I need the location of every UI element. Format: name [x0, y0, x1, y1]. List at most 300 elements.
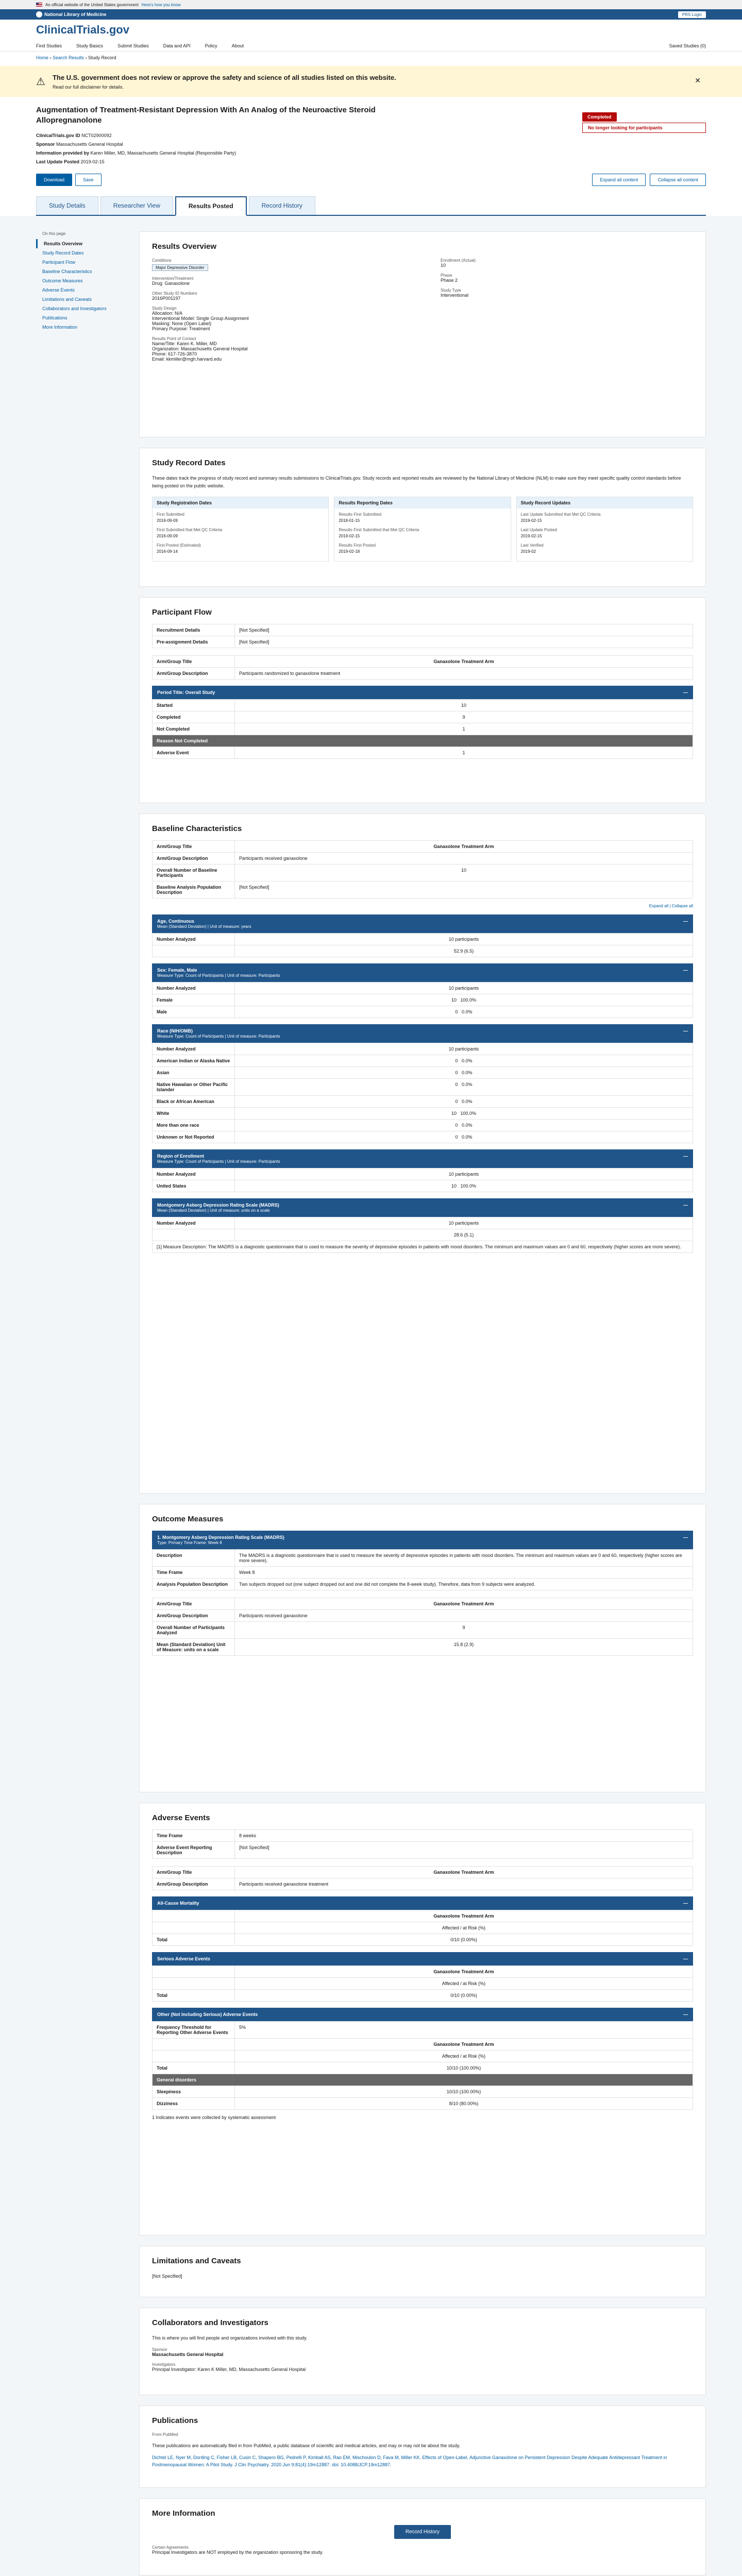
baseline-overall-label: Overall Number of Baseline Participants — [153, 865, 235, 882]
baseline-analysis: [Not Specified] — [235, 882, 693, 899]
date-value: 2019-02-15 — [339, 534, 360, 539]
age-table — [152, 933, 693, 957]
gov-banner-text: An official website of the United States government — [45, 2, 139, 7]
collab-title: Collaborators and Investigators — [152, 2318, 268, 2328]
race-value: 10 — [451, 1111, 457, 1116]
adverse-events — [139, 1803, 706, 2235]
flow-period-title: Period Title: Overall Study — [157, 690, 215, 696]
model: Interventional Model: Single Group Assignment — [152, 316, 249, 321]
ct-id: NCT02900092 — [81, 133, 112, 138]
race-pct: 0.0% — [462, 1123, 473, 1128]
flow-arm-desc: Participants randomized to ganaxolone treatment — [235, 668, 693, 680]
study-meta — [36, 131, 706, 166]
collapse-icon: — — [683, 1956, 688, 1962]
outcome-desc: The MADRS is a diagnostic questionnaire that is used to measure the severity of depressive episodes in patients with mood disorders. The minimum and maximum values are 0 and 60, respectively (higher scores are more severe). — [235, 1550, 693, 1567]
date-label: Last Verified — [520, 543, 544, 548]
status-sub: No longer looking for participants — [582, 123, 706, 133]
collab-desc: This is where you will find people and organizations involved with this study. — [152, 2335, 308, 2341]
tab-record-history[interactable]: Record History — [249, 196, 315, 215]
race-title: Race (NIH/OMB) — [157, 1028, 193, 1034]
madrs-section[interactable] — [152, 1198, 693, 1217]
outcome-table — [152, 1549, 693, 1590]
outcome-pop: Two subjects dropped out (one subject dropped out and one did not complete the 8-week study). Therefore, data from 9 subjects were analyzed. — [235, 1579, 693, 1590]
baseline-expand-toggle[interactable]: Expand all | Collapse all — [649, 904, 693, 909]
results-overview — [139, 231, 706, 437]
notice-title: The U.S. government does not review or approve the safety and science of all studies listed on this website. — [52, 73, 396, 81]
race-label: More than one race — [153, 1120, 235, 1131]
site-header — [0, 20, 742, 40]
flow-title: Participant Flow — [152, 608, 212, 617]
publications — [139, 2405, 706, 2488]
date-value: 2016-09-09 — [157, 518, 178, 523]
race-pct: 0.0% — [462, 1058, 473, 1064]
flow-started: 10 — [235, 700, 693, 711]
agree-text: Principal Investigators are NOT employed by the organization sponsoring the study. — [152, 2550, 324, 2555]
madrs-analyzed-label: Number Analyzed — [153, 1217, 235, 1229]
intervention: Drug: Ganaxolone — [152, 281, 190, 286]
oae-head: Ganaxolone Treatment Arm — [235, 2039, 693, 2050]
adverse-arm-desc-label: Arm/Group Description — [153, 1878, 235, 1890]
pubs-title: Publications — [152, 2416, 198, 2426]
flow-counts — [152, 699, 693, 759]
adverse-desc: [Not Specified] — [235, 1842, 693, 1859]
mortality-section[interactable] — [152, 1896, 693, 1910]
sex-title: Sex: Female, Male — [157, 968, 197, 973]
started-label: Started — [153, 700, 235, 711]
race-table — [152, 1043, 693, 1143]
other-ids-label: Other Study ID Numbers — [152, 291, 197, 296]
sex-table — [152, 982, 693, 1018]
race-label: Native Hawaiian or Other Pacific Islander — [153, 1079, 235, 1096]
nav-items — [36, 43, 244, 48]
outcome-title: Outcome Measures — [152, 1515, 224, 1524]
sidebar — [36, 231, 129, 2576]
intervention-label: Intervention/Treatment — [152, 276, 194, 281]
sponsor: Massachusetts General Hospital — [56, 142, 123, 147]
date-value: 2019-02 — [520, 549, 536, 554]
sae-total: 0/10 (0.00%) — [235, 1990, 693, 2002]
nav-item[interactable]: Find Studies — [36, 43, 62, 48]
baseline-arm-desc-label: Arm/Group Description — [153, 853, 235, 865]
flow-arm-table — [152, 655, 693, 680]
sidebar-label: On this page — [42, 231, 66, 236]
age-title: Age, Continuous — [157, 919, 194, 924]
sae-head: Ganaxolone Treatment Arm — [235, 1966, 693, 1978]
oae-threshold: 5% — [235, 2022, 693, 2039]
outcome-mean-label: Mean (Standard Deviation) Unit of Measure: units on a scale — [153, 1639, 235, 1656]
poc-name: Name/Title: Karen K. Miller, MD — [152, 341, 217, 347]
race-label: Black or African American — [153, 1096, 235, 1108]
race-sub: Measure Type: Count of Participants | Unit of measure: Participants — [157, 1034, 280, 1039]
date-label: Results First Posted — [339, 543, 376, 548]
completed-label: Completed — [153, 711, 235, 723]
dates-title: Study Record Dates — [152, 459, 226, 468]
participant-flow — [139, 597, 706, 803]
outcome-measure-title: 1. Montgomery Asberg Depression Rating Scale (MADRS) — [157, 1535, 284, 1540]
nav-item[interactable]: Policy — [205, 43, 217, 48]
flow-preassign: [Not Specified] — [235, 636, 693, 648]
date-value: 2019-02-15 — [520, 518, 542, 523]
madrs-title: Montgomery Asberg Depression Rating Scale (MADRS) — [157, 1202, 279, 1208]
limits-text: [Not Specified] — [152, 2274, 182, 2279]
madrs-analyzed: 10 participants — [235, 1217, 693, 1229]
adverse-desc-label: Adverse Event Reporting Description — [153, 1842, 235, 1859]
oae-threshold-label: Frequency Threshold for Reporting Other Adverse Events — [153, 2022, 235, 2039]
collab-inv-label: Investigators — [152, 2362, 176, 2367]
age-analyzed-label: Number Analyzed — [153, 934, 235, 945]
region-title: Region of Enrollment — [157, 1154, 204, 1159]
adverse-info-table — [152, 1829, 693, 1859]
female-value: 10 — [451, 997, 457, 1003]
collapse-icon: — — [683, 919, 688, 924]
race-pct: 0.0% — [462, 1070, 473, 1076]
race-value: 0 — [455, 1099, 458, 1105]
phase: Phase 2 — [441, 278, 458, 283]
date-value: 2019-02-18 — [339, 549, 360, 554]
outcome-desc-label: Description — [153, 1550, 235, 1567]
sidebar-item[interactable]: More Information — [42, 325, 78, 330]
sidebar-item[interactable]: Adverse Events — [42, 287, 75, 293]
breadcrumb-search[interactable]: Search Results — [53, 55, 85, 60]
race-value: 0 — [455, 1082, 458, 1088]
tabs — [36, 196, 706, 216]
overview-title: Results Overview — [152, 242, 217, 251]
oae-table — [152, 2021, 693, 2110]
sae-table — [152, 1965, 693, 2002]
record-history-button[interactable]: Record History — [394, 2525, 451, 2539]
nav-item[interactable]: Study Basics — [76, 43, 104, 48]
flow-period[interactable] — [152, 686, 693, 699]
adverse-frame: 8 weeks — [235, 1830, 693, 1842]
close-icon[interactable]: ✕ — [695, 76, 701, 84]
last-update-label: Last Update Posted — [36, 159, 80, 165]
region-section[interactable] — [152, 1149, 693, 1168]
age-section[interactable] — [152, 914, 693, 933]
nlm-logo[interactable] — [36, 11, 107, 18]
study-record-dates — [139, 448, 706, 587]
race-section[interactable] — [152, 1024, 693, 1043]
status-box — [582, 112, 706, 133]
baseline-arm-desc: Participants received ganaxolone — [235, 853, 693, 865]
expand-all-button[interactable]: Expand all content — [592, 174, 646, 186]
flow-arm-title: Ganaxolone Treatment Arm — [235, 656, 693, 668]
region-value: 10 — [451, 1183, 457, 1189]
oae-total: 10/10 (100.00%) — [235, 2062, 693, 2074]
baseline-characteristics — [139, 814, 706, 1494]
nav-item[interactable]: About — [231, 43, 244, 48]
nav-item[interactable]: Submit Studies — [117, 43, 149, 48]
date-label: Last Update Posted — [520, 528, 557, 533]
date-value: 2018-01-15 — [339, 518, 360, 523]
tab-researcher-view[interactable]: Researcher View — [100, 196, 173, 215]
collab-inv: Principal Investigator: Karen K Miller, MD, Massachusetts General Hospital — [152, 2366, 306, 2372]
nav-item[interactable]: Data and API — [163, 43, 191, 48]
race-label: White — [153, 1108, 235, 1120]
race-pct: 0.0% — [462, 1082, 473, 1088]
dates-col2-head: Results Reporting Dates — [334, 497, 510, 509]
adverse-arm-table — [152, 1866, 693, 1890]
sidebar-item[interactable]: Outcome Measures — [42, 278, 83, 284]
collapse-icon: — — [683, 1154, 688, 1159]
age-value: 52.9 (6.5) — [235, 945, 693, 957]
sae-section[interactable] — [152, 1952, 693, 1965]
mortality-title: All-Cause Mortality — [157, 1901, 199, 1906]
baseline-arm-label: Arm/Group Title — [153, 841, 235, 853]
race-pct: 100.0% — [460, 1111, 477, 1116]
outcome-arm-label: Arm/Group Title — [153, 1598, 235, 1610]
madrs-desc: [1] Measure Description: The MADRS is a diagnostic questionnaire that is used to measure the severity of depressive episodes in patients with mood disorders. The minimum and maximum values are 0 and 60, respectively (higher scores are more severe). — [153, 1241, 693, 1253]
mortality-sub: Affected / at Risk (%) — [235, 1922, 693, 1934]
baseline-arm-table — [152, 840, 693, 899]
outcome-overall-label: Overall Number of Participants Analyzed — [153, 1622, 235, 1639]
other-ids: 2016P001197 — [152, 296, 181, 301]
tab-study-details[interactable]: Study Details — [36, 196, 98, 215]
flow-completed: 9 — [235, 711, 693, 723]
nlm-logo-text: National Library of Medicine — [44, 12, 107, 17]
sae-total-label: Total — [153, 1990, 235, 2002]
region-sub: Measure Type: Count of Participants | Unit of measure: Participants — [157, 1159, 280, 1164]
outcome-section[interactable] — [152, 1531, 693, 1549]
flow-preassign-label: Pre-assignment Details — [153, 636, 235, 648]
region-row: United States — [153, 1180, 235, 1192]
sex-analyzed-label: Number Analyzed — [153, 982, 235, 994]
condition-chip[interactable]: Major Depressive Disorder — [152, 264, 208, 271]
arm-group-desc-label: Arm/Group Description — [153, 668, 235, 680]
save-button[interactable]: Save — [75, 174, 102, 186]
mortality-head: Ganaxolone Treatment Arm — [235, 1910, 693, 1922]
outcome-measures — [139, 1504, 706, 1792]
flow-details-table — [152, 624, 693, 648]
date-label: First Submitted that Met QC Criteria — [157, 528, 223, 533]
outcome-pop-label: Analysis Population Description — [153, 1579, 235, 1590]
outcome-arm-title: Ganaxolone Treatment Arm — [235, 1598, 693, 1610]
conditions-label: Conditions — [152, 258, 172, 263]
baseline-analysis-label: Baseline Analysis Population Description — [153, 882, 235, 899]
collapse-all-button[interactable]: Collapse all content — [650, 174, 706, 186]
age-sub: Mean (Standard Deviation) | Unit of measure: years — [157, 924, 251, 929]
flow-reason-val: 1 — [235, 747, 693, 759]
outcome-mean: 15.8 (2.9) — [235, 1639, 693, 1656]
madrs-table — [152, 1217, 693, 1253]
outcome-overall: 9 — [235, 1622, 693, 1639]
baseline-title: Baseline Characteristics — [152, 824, 242, 834]
race-value: 0 — [455, 1058, 458, 1064]
poc-org: Organization: Massachusetts General Hospital — [152, 346, 248, 352]
dates-desc: These dates track the progress of study record and summary results submissions to ClinicalTrials.gov. Study records and reported results are reviewed by the National Library of Medicine (NLM) to make sure they meet specific quality control standards before being posted on the public website. — [152, 476, 681, 488]
flow-recruit-label: Recruitment Details — [153, 624, 235, 636]
status-badge: Completed — [582, 112, 617, 122]
arm-group-title-label: Arm/Group Title — [153, 656, 235, 668]
gov-banner — [0, 0, 742, 9]
flow-recruit: [Not Specified] — [235, 624, 693, 636]
sidebar-item[interactable]: Collaborators and Investigators — [42, 306, 107, 312]
adverse-arm-title: Ganaxolone Treatment Arm — [235, 1867, 693, 1878]
collapse-icon: — — [683, 690, 688, 696]
not-completed-label: Not Completed — [153, 723, 235, 735]
oae-group: General disorders — [153, 2074, 693, 2086]
tab-results-posted[interactable]: Results Posted — [175, 196, 247, 216]
date-value: 2016-09-14 — [157, 549, 178, 554]
agree-label: Certain Agreements — [152, 2545, 189, 2550]
site-logo[interactable]: ClinicalTrials.gov — [36, 23, 129, 36]
pubs-citation[interactable]: Dichtel LE, Nyer M, Dording C, Fisher LB, Cusin C, Shapero BG, Pedrelli P, Kimball AS, Rao EM, Mischoulon D, Fava M, Miller KK. Effects of Open-Label, Adjunctive Ganaxolone on Persistent Depression Despite Adequate Antidepressant Treatment in Postmenopausal Women: A Pilot Study. J Clin Psychiatry. 2020 Jun 9;81(4):19m12887. doi: 10.4088/JCP.19m12887. — [152, 2454, 667, 2468]
madrs-sub: Mean (Standard Deviation) | Unit of measure: units on a scale — [157, 1208, 270, 1213]
flow-reason-row: Adverse Event — [153, 747, 235, 759]
study-type: Interventional — [441, 293, 469, 298]
sae-title: Serious Adverse Events — [157, 1956, 210, 1962]
enrollment: 10 — [441, 263, 446, 268]
sponsor-label: Sponsor — [36, 142, 55, 147]
collapse-icon: — — [683, 1202, 688, 1208]
race-label: Unknown or Not Reported — [153, 1131, 235, 1143]
sidebar-item[interactable]: Study Record Dates — [42, 250, 84, 256]
poc-label: Results Point of Contact — [152, 336, 196, 342]
region-table — [152, 1168, 693, 1192]
us-flag-icon — [36, 3, 42, 7]
age-analyzed: 10 participants — [235, 934, 693, 945]
last-update: 2019-02-15 — [80, 159, 105, 165]
breadcrumb-current: Study Record — [88, 55, 116, 60]
oae-title: Other (Not Including Serious) Adverse Events — [157, 2012, 258, 2018]
sidebar-item[interactable]: Publications — [42, 315, 68, 321]
info-provider: Karen Miller, MD, Massachusetts General Hospital (Responsible Party) — [90, 150, 237, 156]
saved-studies-link[interactable]: Saved Studies (0) — [669, 43, 706, 48]
pubs-from: From PubMed — [152, 2432, 178, 2437]
collaborators — [139, 2308, 706, 2395]
adverse-title: Adverse Events — [152, 1814, 210, 1823]
study-title: Augmentation of Treatment-Resistant Depression With An Analog of the Neuroactive Steroid Allopregnanolone — [36, 106, 376, 125]
info-label: Information provided by — [36, 150, 90, 156]
poc-phone: Phone: 617-726-3870 — [152, 351, 197, 357]
date-label: Results First Submitted — [339, 512, 382, 517]
collapse-icon: — — [683, 1901, 688, 1906]
sex-section[interactable] — [152, 963, 693, 982]
allocation: Allocation: N/A — [152, 311, 183, 316]
more-title: More Information — [152, 2509, 215, 2518]
region-analyzed-label: Number Analyzed — [153, 1168, 235, 1180]
sidebar-item[interactable]: Baseline Characteristics — [42, 269, 92, 275]
nlm-bar — [0, 9, 742, 20]
poc-email[interactable]: Email: kkmiller@mgh.harvard.edu — [152, 357, 222, 362]
female-label: Female — [153, 994, 235, 1006]
adverse-arm-label: Arm/Group Title — [153, 1867, 235, 1878]
adverse-frame-label: Time Frame — [153, 1830, 235, 1842]
mortality-total-label: Total — [153, 1934, 235, 1946]
adverse-arm-desc: Participants received ganaxolone treatment — [235, 1878, 693, 1890]
breadcrumb: Home › Search Results › Study Record — [36, 55, 116, 60]
dates-col3-head: Study Record Updates — [517, 497, 693, 509]
sex-sub: Measure Type: Count of Participants | Unit of measure: Participants — [157, 973, 280, 978]
flow-reason: Reason Not Completed — [153, 735, 693, 747]
design-label: Study Design — [152, 306, 177, 311]
region-analyzed: 10 participants — [235, 1168, 693, 1180]
mortality-total: 0/10 (0.00%) — [235, 1934, 693, 1946]
breadcrumb-home[interactable]: Home — [36, 55, 49, 60]
oae-row-value: 10/10 (100.00%) — [235, 2086, 693, 2098]
mortality-table — [152, 1910, 693, 1946]
race-label: Asian — [153, 1067, 235, 1079]
baseline-arm-title: Ganaxolone Treatment Arm — [235, 841, 693, 853]
male-pct: 0.0% — [462, 1009, 473, 1015]
prs-login-button[interactable]: PRS Login — [678, 11, 706, 18]
sidebar-item[interactable]: Participant Flow — [42, 260, 76, 265]
date-label: Results First Submitted that Met QC Criteria — [339, 528, 419, 533]
flow-not-completed: 1 — [235, 723, 693, 735]
main-content — [0, 216, 742, 2576]
oae-row-value: 8/10 (80.00%) — [235, 2098, 693, 2110]
sae-sub: Affected / at Risk (%) — [235, 1978, 693, 1990]
race-label: American Indian or Alaska Native — [153, 1055, 235, 1067]
limitations — [139, 2246, 706, 2297]
oae-total-label: Total — [153, 2062, 235, 2074]
race-value: 0 — [455, 1134, 458, 1140]
oae-row-label: Dizziness — [153, 2098, 235, 2110]
limits-title: Limitations and Caveats — [152, 2257, 241, 2266]
region-pct: 100.0% — [460, 1183, 477, 1189]
date-label: Last Update Submitted that Met QC Criteria — [520, 512, 601, 517]
collapse-icon: — — [683, 968, 688, 973]
outcome-arm-desc-label: Arm/Group Description — [153, 1610, 235, 1622]
download-button[interactable]: Download — [36, 174, 72, 186]
outcome-arm-table — [152, 1598, 693, 1656]
race-value: 0 — [455, 1123, 458, 1128]
outcome-frame-label: Time Frame — [153, 1567, 235, 1579]
oae-sub: Affected / at Risk (%) — [235, 2050, 693, 2062]
sex-analyzed: 10 participants — [235, 982, 693, 994]
masking: Masking: None (Open Label) — [152, 321, 212, 327]
more-information — [139, 2498, 706, 2575]
madrs-value: 28.6 (5.1) — [235, 1229, 693, 1241]
collapse-icon: — — [683, 2012, 688, 2018]
dates-col1-head: Study Registration Dates — [153, 497, 328, 509]
female-pct: 100.0% — [460, 997, 477, 1003]
type-label: Study Type — [441, 288, 461, 293]
adverse-note: 1 Indicates events were collected by systematic assessment — [152, 2115, 276, 2121]
sidebar-item[interactable]: Results Overview — [36, 239, 129, 248]
outcome-measure-sub: Type: Primary Time Frame: Week 8 — [157, 1540, 222, 1546]
pubs-desc: These publications are automatically filed in from PubMed, a public database of scientific and medical articles, and may or may not be about the study. — [152, 2443, 461, 2449]
gov-banner-link[interactable]: Here's how you know — [141, 2, 181, 7]
sidebar-item[interactable]: Limitations and Caveats — [42, 297, 92, 302]
date-value: 2019-02-15 — [520, 534, 542, 539]
hhs-icon — [36, 11, 42, 18]
race-pct: 0.0% — [462, 1134, 473, 1140]
disclaimer-notice — [0, 66, 742, 97]
main-nav — [0, 40, 742, 52]
outcome-arm-desc: Participants received ganaxolone — [235, 1610, 693, 1622]
race-analyzed-label: Number Analyzed — [153, 1043, 235, 1055]
date-label: First Posted (Estimated) — [157, 543, 201, 548]
oae-section[interactable] — [152, 2008, 693, 2021]
baseline-overall: 10 — [235, 865, 693, 882]
date-value: 2016-09-09 — [157, 534, 178, 539]
enrollment-label: Enrollment (Actual) — [441, 258, 476, 263]
purpose: Primary Purpose: Treatment — [152, 326, 210, 332]
collapse-icon: — — [683, 1028, 688, 1034]
male-label: Male — [153, 1006, 235, 1018]
collapse-icon: — — [683, 1535, 688, 1540]
date-label: First Submitted — [157, 512, 184, 517]
notice-sub[interactable]: Read our full disclaimer for details. — [52, 84, 124, 90]
warning-icon: ⚠ — [36, 76, 45, 88]
male-value: 0 — [455, 1009, 458, 1015]
oae-row-label: Sleepiness — [153, 2086, 235, 2098]
collab-sponsor-label: Sponsor — [152, 2347, 167, 2352]
ct-id-label: ClinicalTrials.gov ID — [36, 133, 80, 138]
race-value: 0 — [455, 1070, 458, 1076]
race-analyzed: 10 participants — [235, 1043, 693, 1055]
phase-label: Phase — [441, 273, 452, 278]
